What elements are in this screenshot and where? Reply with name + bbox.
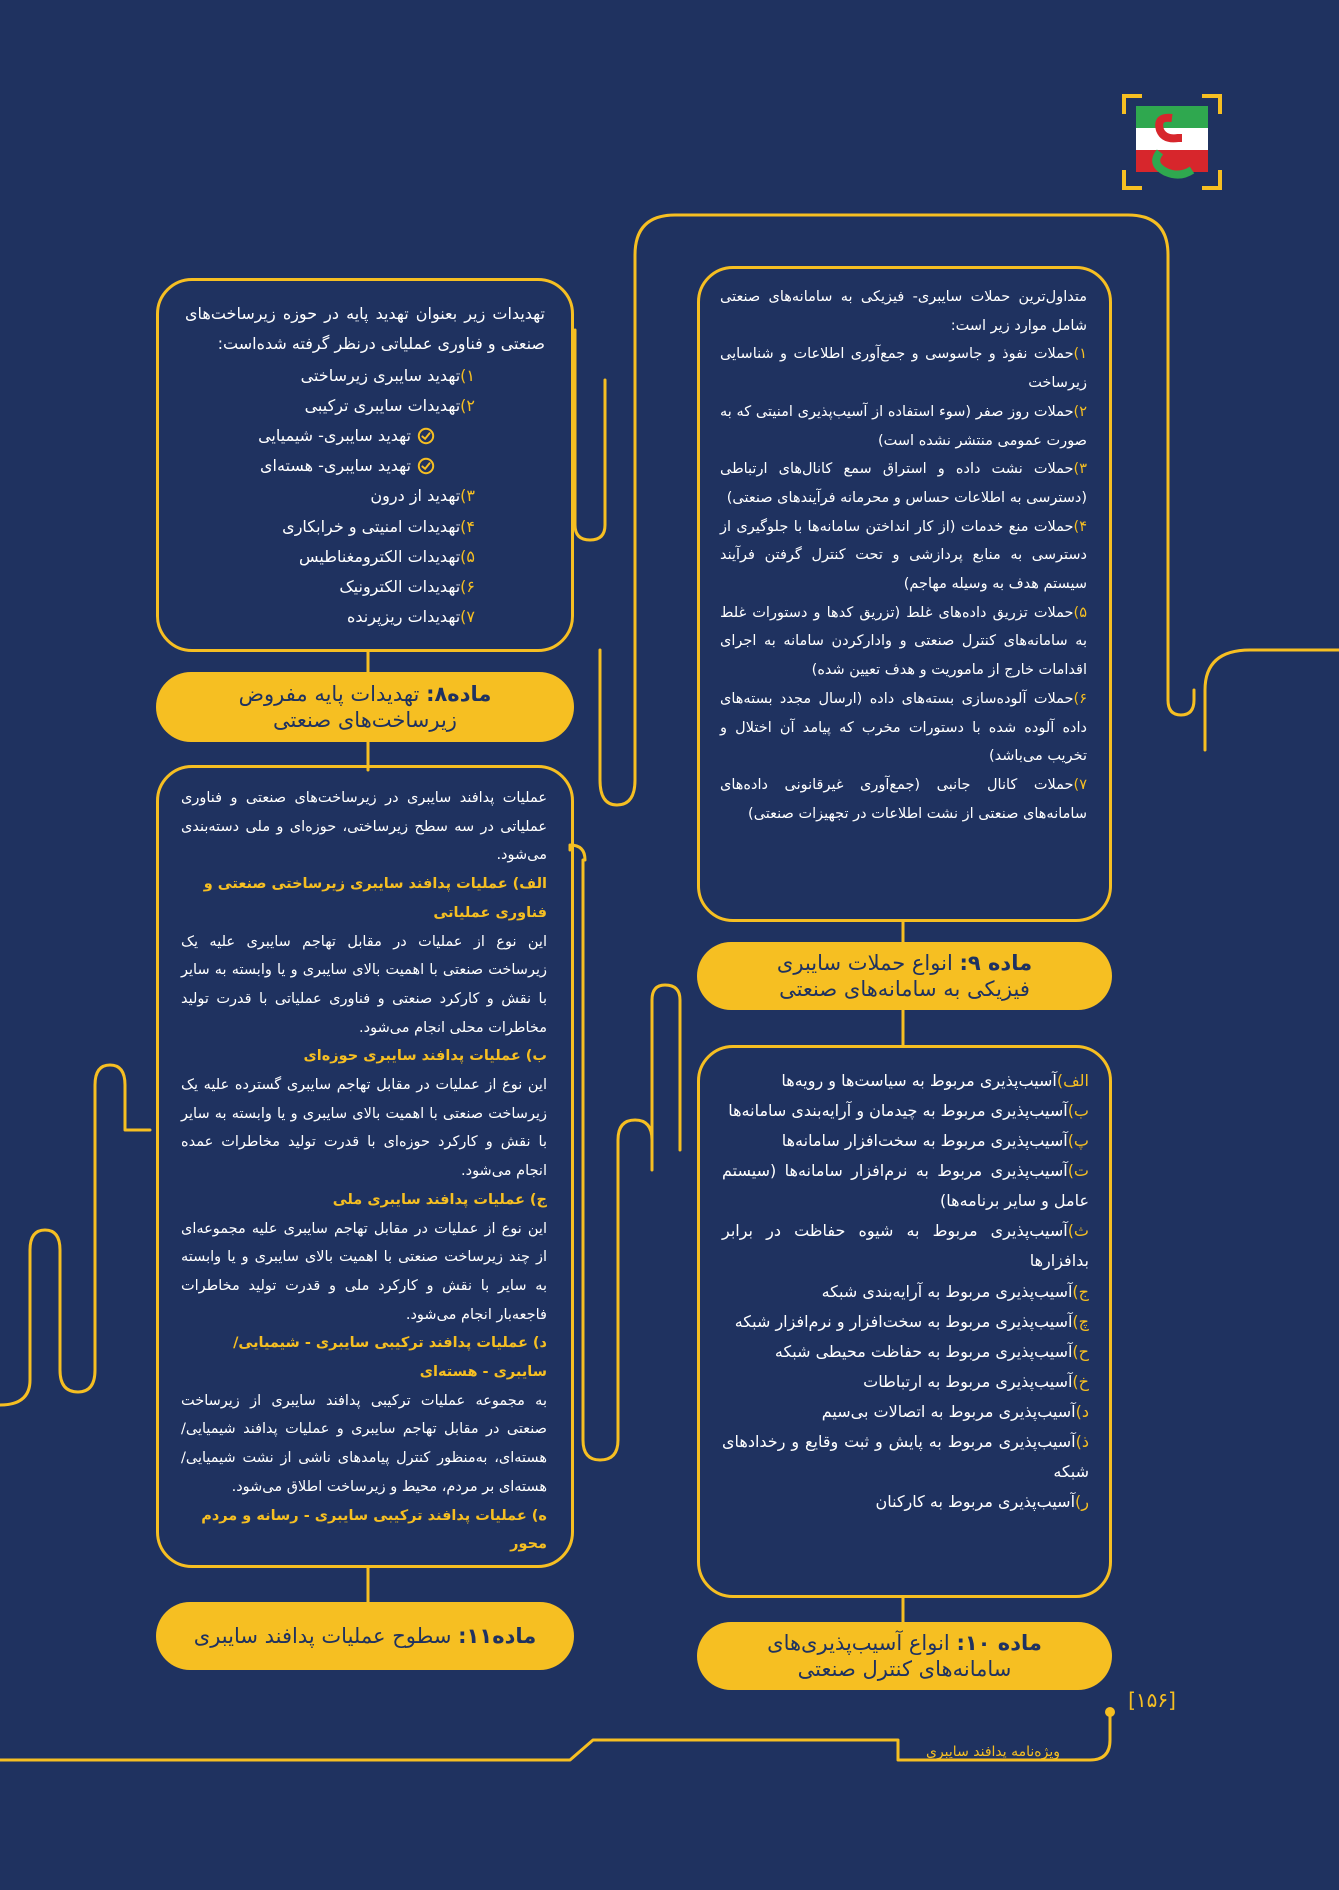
list-item-number: ۱) — [460, 366, 475, 386]
article9-label: ماده ۹: — [959, 950, 1033, 975]
list-item-text: آسیب‌پذیری مربوط به سیاست‌ها و رویه‌ها — [781, 1071, 1057, 1090]
article9-list — [720, 340, 1087, 828]
list-item — [722, 1216, 1089, 1276]
list-item-number: ۳) — [460, 486, 475, 506]
list-item-number: ۷) — [460, 606, 475, 626]
list-item — [185, 421, 545, 451]
list-item-text: آسیب‌پذیری مربوط به سخت‌افزار سامانه‌ها — [781, 1131, 1068, 1151]
list-item-text: حملات منع خدمات (از کار انداختن سامانه‌ها با جلوگیری از دسترسی به منابع پردازشی و تحت کنترل گرفتن فرآیند سیستم هدف به وسیله مهاجم) — [720, 518, 1087, 593]
list-item-text: تهدیدات امنیتی و خرابکاری — [282, 516, 461, 536]
list-item — [185, 451, 545, 481]
list-item-text: حملات کانال جانبی (جمع‌آوری غیرقانونی داده‌های سامانه‌های صنعتی از نشت اطلاعات در تجهیزات صنعتی) — [720, 776, 1087, 822]
list-item — [185, 391, 545, 421]
list-item — [722, 1397, 1089, 1427]
list-item-text: تهدید سایبری- هسته‌ای — [259, 456, 411, 476]
article10-list — [722, 1066, 1089, 1517]
list-item-number: ۶) — [1073, 690, 1087, 707]
article9-intro: متداول‌ترین حملات سایبری- فیزیکی به سامانه‌های صنعتی شامل موارد زیر است: — [720, 289, 1087, 334]
list-item — [185, 512, 545, 542]
article8-label: ماده۸: — [426, 681, 492, 706]
list-item-number: الف) — [1056, 1071, 1089, 1090]
article8-title-line1: تهدیدات پایه مفروض — [238, 681, 420, 706]
list-item — [185, 361, 545, 391]
list-item-text: حملات آلوده‌سازی بسته‌های داده (ارسال مجدد بسته‌های داده آلوده شده با دستورات مخرب که پیامد آن اختلال و تخریب می‌باشد) — [720, 690, 1087, 765]
check-circle-icon — [417, 427, 435, 445]
section-heading: ه) عملیات پدافند ترکیبی سایبری - رسانه و مردم محور — [201, 1507, 547, 1553]
list-item-text: تهدید سایبری زیرساختی — [300, 366, 461, 386]
list-item-text: آسیب‌پذیری مربوط به کارکنان — [875, 1492, 1076, 1512]
list-item-number: ذ) — [1075, 1431, 1089, 1451]
list-item-number: ۷) — [1073, 776, 1087, 793]
list-item-text: آسیب‌پذیری مربوط به حفاظت محیطی شبکه — [774, 1341, 1073, 1361]
article9-title-line2: فیزیکی به سامانه‌های صنعتی — [779, 977, 1030, 1001]
article10-box — [697, 1045, 1112, 1598]
section-heading: ب) عملیات پدافند سایبری حوزه‌ای — [303, 1048, 547, 1065]
list-item-number: ب) — [1067, 1101, 1089, 1121]
list-item-text: حملات نفوذ و جاسوسی و جمع‌آوری اطلاعات و شناسایی زیرساخت — [720, 346, 1087, 392]
article11-label: ماده۱۱: — [458, 1623, 537, 1648]
article10-title — [697, 1622, 1112, 1690]
list-item-text: تهدیدات الکترونیک — [339, 576, 461, 596]
article11-intro: عملیات پدافند سایبری در زیرساخت‌های صنعتی و فناوری عملیاتی در سه سطح زیرساختی، حوزه‌ای و ملی دسته‌بندی می‌شود. — [181, 790, 547, 864]
article11-sections — [181, 870, 547, 1568]
list-item-number: د) — [1075, 1401, 1089, 1421]
page-number: [۱۵۶] — [1128, 1688, 1176, 1712]
section-body — [181, 1559, 547, 1568]
page-number-value: ۱۵۶ — [1135, 1688, 1169, 1712]
list-item — [722, 1307, 1089, 1337]
list-item-text: تهدیدات الکترومغناطیس — [298, 546, 461, 566]
article11-title — [156, 1602, 574, 1670]
article8-box — [156, 278, 574, 652]
list-item-text: آسیب‌پذیری مربوط به نرم‌افزار سامانه‌ها (سیستم عامل و سایر برنامه‌ها) — [722, 1161, 1089, 1211]
section-body: به مجموعه عملیات ترکیبی پدافند سایبری از زیرساخت صنعتی در مقابل تهاجم سایبری و عملیات پدافند شیمیایی/هسته‌ای، به‌منظور کنترل پیامدهای ناشی از نشت شیمیایی/هسته‌ای بر مردم، محیط و زیرساخت اطلاق می‌شود. — [181, 1392, 547, 1495]
section-body: این نوع از عملیات در مقابل تهاجم سایبری گسترده علیه یک زیرساخت صنعتی با اهمیت بالای سایبری و یا وابسته به سایر با نقش و کارکرد حوزه‌ای با قدرت تولید مخاطرات عمده انجام می‌شود. — [181, 1077, 547, 1180]
ein-flag-logo-icon — [1120, 92, 1224, 192]
list-item-number: ۵) — [460, 546, 475, 566]
list-item — [720, 455, 1087, 512]
article8-list — [185, 361, 545, 632]
article11-title-line1: سطوح عملیات پدافند سایبری — [193, 1623, 452, 1648]
section-heading: ج) عملیات پدافند سایبری ملی — [332, 1191, 547, 1208]
article8-intro: تهدیدات زیر بعنوان تهدید پایه در حوزه زیرساخت‌های صنعتی و فناوری عملیاتی درنظر گرفته شده‌است: — [185, 304, 545, 354]
list-item — [722, 1427, 1089, 1487]
section-heading: د) عملیات پدافند ترکیبی سایبری - شیمیایی/سایبری - هسته‌ای — [233, 1335, 547, 1381]
article9-title — [697, 942, 1112, 1010]
list-item — [185, 542, 545, 572]
list-item-text: آسیب‌پذیری مربوط به آرایه‌بندی شبکه — [821, 1281, 1073, 1301]
list-item — [185, 481, 545, 511]
list-item-text: تهدیدات سایبری ترکیبی — [304, 396, 461, 416]
list-item — [720, 685, 1087, 771]
list-item-text: حملات تزریق داده‌های غلط (تزریق کدها و دستورات غلط به سامانه‌های کنترل صنعتی و وادارکردن سامانه به اجرای اقدامات خارج از ماموریت و هدف تعیین شده) — [720, 604, 1087, 679]
list-item-text: آسیب‌پذیری مربوط به پایش و ثبت وقایع و رخدادهای شبکه — [722, 1431, 1089, 1482]
section-body: این نوع از عملیات در مقابل تهاجم سایبری علیه یک زیرساخت صنعتی با اهمیت بالای سایبری و یا وابسته به سایر با نقش و کارکرد صنعتی و فناوری عملیاتی با قدرت تولید مخاطرات محلی انجام می‌شود. — [181, 933, 547, 1036]
list-item-text: تهدید سایبری- شیمیایی — [258, 426, 411, 446]
list-item-number: خ) — [1072, 1371, 1089, 1391]
article8-title-line2: زیرساخت‌های صنعتی — [273, 708, 457, 732]
list-item — [722, 1156, 1089, 1216]
list-item-number: ۴) — [460, 516, 475, 536]
article11-box — [156, 765, 574, 1568]
list-item — [720, 340, 1087, 397]
article10-title-line1: انواع آسیب‌پذیری‌های — [767, 1630, 950, 1655]
list-item — [720, 398, 1087, 455]
list-item-number: ث) — [1067, 1221, 1089, 1241]
section-body: این نوع از عملیات در مقابل تهاجم سایبری علیه مجموعه‌ای از چند زیرساخت صنعتی با اهمیت بالای سایبری و یا وابسته به سایر با نقش و کارکرد ملی و قدرت تولید مخاطرات فاجعه‌بار انجام می‌شود. — [181, 1220, 547, 1323]
list-item — [185, 602, 545, 632]
list-item-number: پ) — [1067, 1131, 1089, 1151]
list-item-number: ۳) — [1073, 461, 1087, 478]
section-heading: الف) عملیات پدافند سایبری زیرساختی صنعتی و فناوری عملیاتی — [203, 876, 547, 921]
list-item — [185, 572, 545, 602]
list-item-number: ۲) — [1073, 403, 1087, 420]
list-item-number: ج) — [1072, 1281, 1089, 1301]
list-item-text: آسیب‌پذیری مربوط به شیوه حفاظت در برابر بدافزارها — [722, 1221, 1089, 1271]
article9-title-line1: انواع حملات سایبری — [776, 950, 953, 975]
list-item — [720, 599, 1087, 685]
list-item-number: ر) — [1075, 1492, 1089, 1512]
list-item — [722, 1367, 1089, 1397]
list-item — [722, 1337, 1089, 1367]
list-item-number: چ) — [1072, 1311, 1089, 1331]
article10-title-line2: سامانه‌های کنترل صنعتی — [797, 1657, 1012, 1681]
list-item-text: آسیب‌پذیری مربوط به چیدمان و آرایه‌بندی سامانه‌ها — [728, 1101, 1068, 1121]
check-circle-icon — [417, 457, 435, 475]
list-item — [722, 1066, 1089, 1096]
list-item-number: ۶) — [460, 576, 475, 596]
list-item-text: تهدیدات ریزپرنده — [346, 606, 461, 626]
list-item-text: آسیب‌پذیری مربوط به ارتباطات — [863, 1371, 1073, 1391]
list-item-text: حملات نشت داده و استراق سمع کانال‌های ارتباطی (دسترسی به اطلاعات حساس و محرمانه فرآیندهای صنعتی) — [720, 461, 1087, 506]
list-item-text: حملات روز صفر (سوء استفاده از آسیب‌پذیری امنیتی که به صورت عمومی منتشر نشده است) — [720, 403, 1087, 449]
list-item-text: تهدید از درون — [370, 486, 461, 506]
list-item-number: ۴) — [1073, 518, 1087, 535]
list-item — [722, 1126, 1089, 1156]
list-item-text: آسیب‌پذیری مربوط به اتصالات بی‌سیم — [821, 1401, 1076, 1421]
list-item-number: ۱) — [1073, 346, 1087, 363]
list-item — [720, 771, 1087, 828]
footer-magazine-title: ویژه‌نامه پدافند سایبری — [926, 1744, 1060, 1760]
list-item — [722, 1096, 1089, 1126]
list-item-number: ت) — [1067, 1161, 1089, 1181]
list-item — [722, 1277, 1089, 1307]
article8-title — [156, 672, 574, 742]
article10-label: ماده ۱۰: — [956, 1630, 1042, 1655]
list-item — [722, 1487, 1089, 1517]
article9-box — [697, 266, 1112, 922]
list-item-number: ۲) — [460, 396, 475, 416]
list-item-number: ح) — [1072, 1341, 1089, 1361]
list-item-number: ۵) — [1073, 604, 1087, 621]
list-item-text: آسیب‌پذیری مربوط به سخت‌افزار و نرم‌افزار شبکه — [734, 1311, 1073, 1331]
list-item — [720, 513, 1087, 599]
